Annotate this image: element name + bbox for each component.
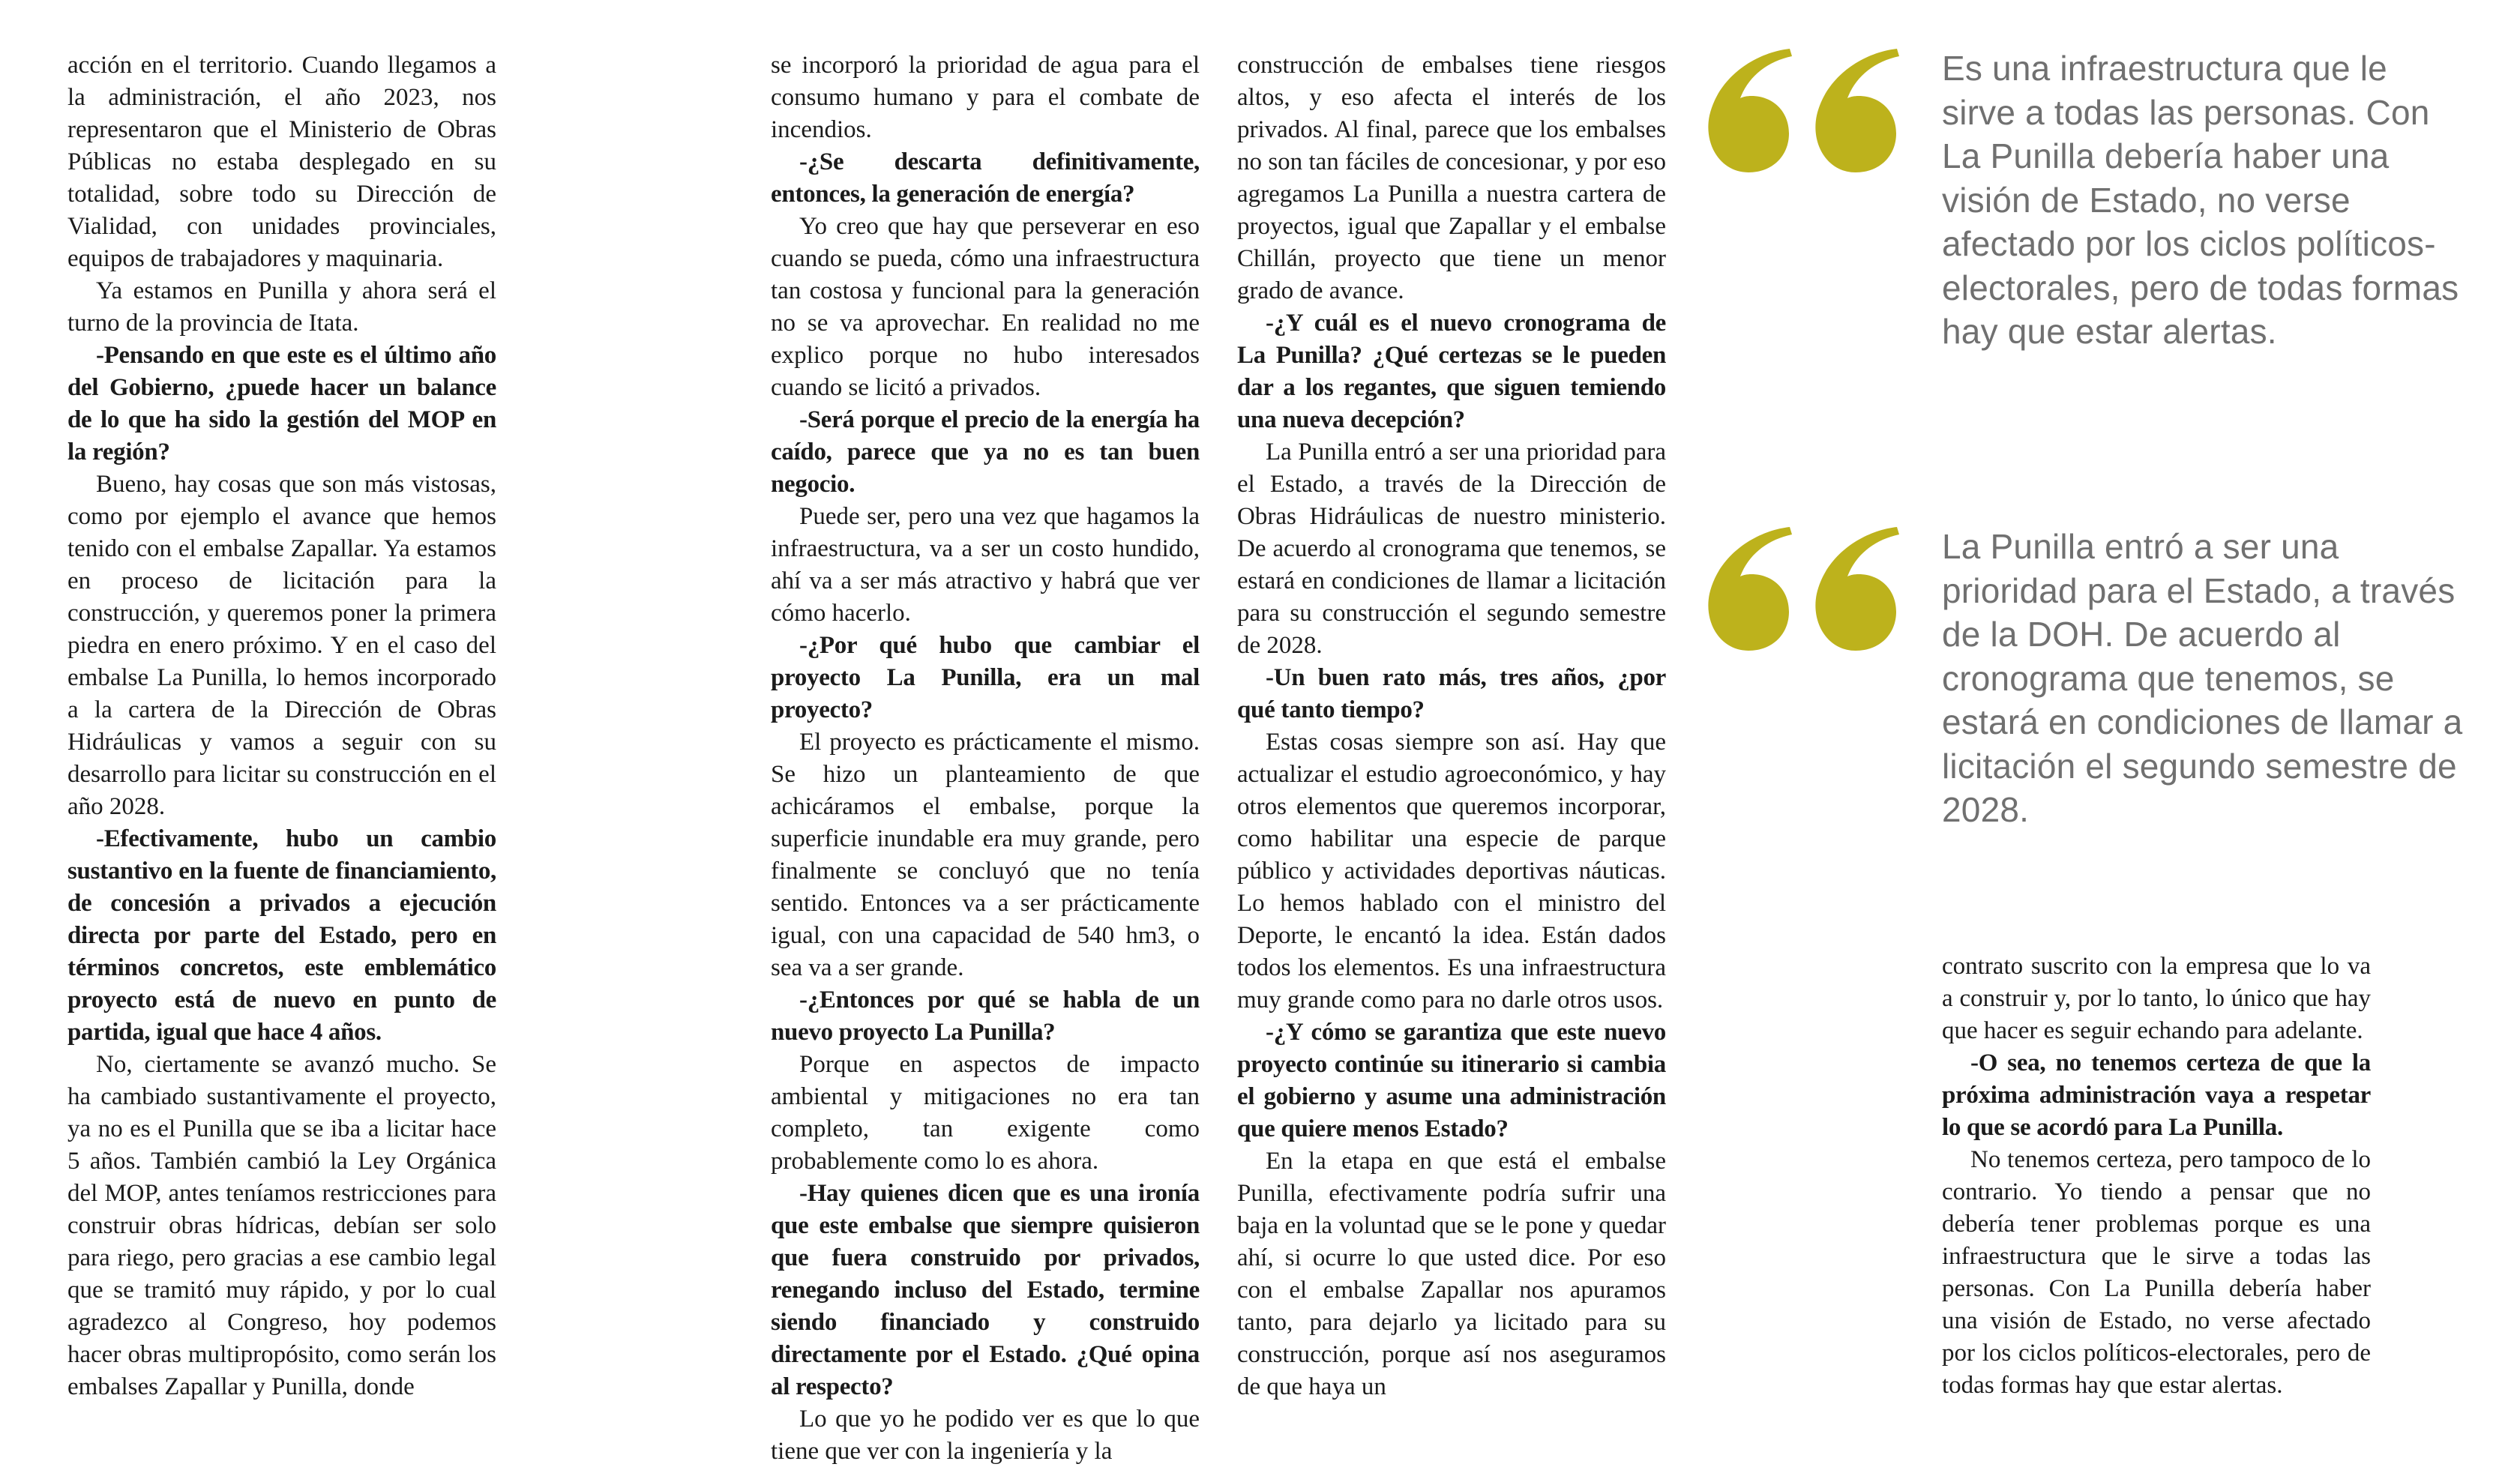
interview-answer: Estas cosas siempre son así. Hay que actualizar el estudio agroeconómico, y hay otros elementos que queremos incorporar, como habilitar una especie de parque público y actividades deportivas náuticas. Lo hemos hablado con el ministro del Deporte, le encantó la idea. Están dados todos los elementos. Es una infraestructura muy grande como para no darle otros usos.	[1237, 729, 1666, 1013]
interview-question: -Efectivamente, hubo un cambio sustantivo en la fuente de financiamiento, de concesión a privados a ejecución directa por parte del Estado, pero en términos concretos, este emblemático proyecto está de nuevo en punto de partida, igual que hace 4 años.	[67, 825, 496, 1046]
interview-question: -¿Entonces por qué se habla de un nuevo proyecto La Punilla?	[771, 986, 1200, 1046]
interview-answer: El proyecto es prácticamente el mismo. Se hizo un planteamiento de que achicáramos el embalse, porque la superficie inundable era muy grande, pero finalmente se concluyó que no tenía sentido. Entonces va a ser prácticamente igual, con una capacidad de 540 hm3, o sea va a ser grande.	[771, 729, 1200, 981]
interview-answer: Porque en aspectos de impacto ambiental y mitigaciones no era tan completo, tan exigente como probablemente como lo es ahora.	[771, 1051, 1200, 1175]
article-column-2	[771, 49, 1200, 1468]
interview-answer: construcción de embalses tiene riesgos altos, y eso afecta el interés de los privados. Al final, parece que los embalses no son tan fáciles de concesionar, y por eso agregamos La Punilla a nuestra cartera de proyectos, igual que Zapallar y el embalse Chillán, proyecto que tiene un menor grado de avance.	[1237, 52, 1666, 304]
interview-question: -¿Y cómo se garantiza que este nuevo proyecto continúe su itinerario si cambia el gobierno y asume una administración que quiere menos Estado?	[1237, 1019, 1666, 1142]
opening-double-quote-icon	[1703, 46, 1906, 181]
opening-double-quote-icon	[1703, 525, 1906, 660]
interview-answer: Yo creo que hay que perseverar en eso cuando se pueda, cómo una infraestructura tan costosa y funcional para la generación no se va aprovechar. En realidad no me explico porque no hubo interesados cuando se licitó a privados.	[771, 213, 1200, 401]
pull-quote-text: La Punilla entró a ser una prioridad para el Estado, a través de la DOH. De acuerdo al cronograma que tenemos, se estará en condiciones de llamar a licitación el segundo semestre de 2028.	[1942, 527, 2463, 829]
interview-answer: No, ciertamente se avanzó mucho. Se ha cambiado sustantivamente el proyecto, ya no es el Punilla que se iba a licitar hace 5 años. También cambió la Ley Orgánica del MOP, antes teníamos restricciones para construir obras hídricas, debían ser solo para riego, pero gracias a ese cambio legal que se tramitó muy rápido, y por lo cual agradezco al Congreso, hoy podemos hacer obras multipropósito, como serán los embalses Zapallar y Punilla, donde	[67, 1051, 496, 1400]
pull-quote-text: Es una infraestructura que le sirve a todas las personas. Con La Punilla debería haber una visión de Estado, no verse afectado por los ciclos políticos-electorales, pero de todas formas hay que estar alertas.	[1942, 49, 2459, 351]
interview-question: -Hay quienes dicen que es una ironía que este embalse que siempre quisieron que fuera construido por privados, renegando incluso del Estado, termine siendo financiado y construido directamente por el Estado. ¿Qué opina al respecto?	[771, 1180, 1200, 1400]
interview-answer: se incorporó la prioridad de agua para el consumo humano y para el combate de incendios.	[771, 52, 1200, 143]
interview-question: -Pensando en que este es el último año del Gobierno, ¿puede hacer un balance de lo que ha sido la gestión del MOP en la región?	[67, 342, 496, 466]
interview-answer: No tenemos certeza, pero tampoco de lo contrario. Yo tiendo a pensar que no debería tener problemas porque es una infraestructura que le sirve a todas las personas. Con La Punilla debería haber una visión de Estado, no verse afectado por los ciclos políticos-electorales, pero de todas formas hay que estar alertas.	[1942, 1146, 2371, 1399]
interview-question: -Un buen rato más, tres años, ¿por qué tanto tiempo?	[1237, 664, 1666, 723]
interview-question: -¿Y cuál es el nuevo cronograma de La Punilla? ¿Qué certezas se le pueden dar a los regantes, que siguen temiendo una nueva decepción?	[1237, 310, 1666, 433]
article-column-1	[67, 49, 496, 1403]
interview-answer: En la etapa en que está el embalse Punilla, efectivamente podría sufrir una baja en la voluntad que se le pone y quedar ahí, si ocurre lo que usted dice. Por eso con el embalse Zapallar nos apuramos tanto, para dejarlo ya licitado para su construcción, porque así nos aseguramos de que haya un	[1237, 1148, 1666, 1400]
interview-answer: Lo que yo he podido ver es que lo que tiene que ver con la ingeniería y la	[771, 1406, 1200, 1465]
article-column-3	[1237, 49, 1666, 1403]
interview-answer: contrato suscrito con la empresa que lo va a construir y, por lo tanto, lo único que hay que hacer es seguir echando para adelante.	[1942, 953, 2371, 1044]
interview-answer: La Punilla entró a ser una prioridad para el Estado, a través de la Dirección de Obras Hidráulicas de nuestro ministerio. De acuerdo al cronograma que tenemos, se estará en condiciones de llamar a licitación para su construcción el segundo semestre de 2028.	[1237, 439, 1666, 659]
interview-answer: acción en el territorio. Cuando llegamos a la administración, el año 2023, nos representaron que el Ministerio de Obras Públicas no estaba desplegado en su totalidad, sobre todo su Dirección de Vialidad, con unidades provinciales, equipos de trabajadores y maquinaria.	[67, 52, 496, 272]
interview-answer: Ya estamos en Punilla y ahora será el turno de la provincia de Itata.	[67, 277, 496, 337]
interview-answer: Bueno, hay cosas que son más vistosas, como por ejemplo el avance que hemos tenido con el embalse Zapallar. Ya estamos en proceso de licitación para la construcción, y queremos poner la primera piedra en enero próximo. Y en el caso del embalse La Punilla, lo hemos incorporado a la cartera de la Dirección de Obras Hidráulicas y vamos a seguir con su desarrollo para licitar su construcción en el año 2028.	[67, 471, 496, 820]
interview-question: -¿Se descarta definitivamente, entonces, la generación de energía?	[771, 148, 1200, 208]
article-column-4	[1942, 951, 2371, 1402]
interview-question: -¿Por qué hubo que cambiar el proyecto La Punilla, era un mal proyecto?	[771, 632, 1200, 723]
interview-question: -Será porque el precio de la energía ha caído, parece que ya no es tan buen negocio.	[771, 406, 1200, 498]
interview-answer: Puede ser, pero una vez que hagamos la infraestructura, va a ser un costo hundido, ahí va a ser más atractivo y habrá que ver cómo hacerlo.	[771, 503, 1200, 627]
interview-question: -O sea, no tenemos certeza de que la próxima administración vaya a respetar lo que se acordó para La Punilla.	[1942, 1049, 2371, 1141]
